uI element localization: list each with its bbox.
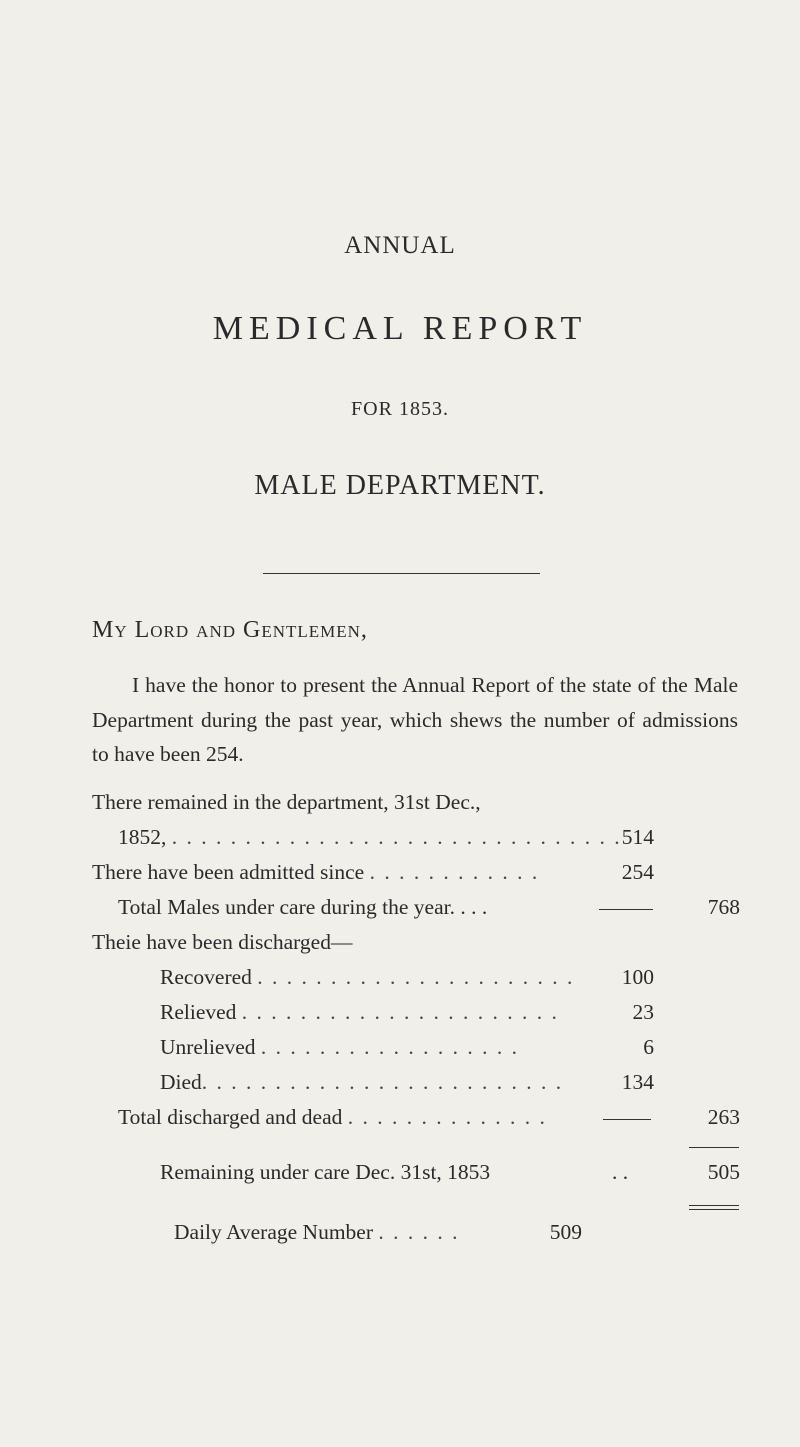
remained-year-row (118, 825, 622, 850)
remained-year: 1852, (118, 825, 172, 849)
total-value: 768 (707, 895, 740, 919)
admitted-value: 254 (621, 860, 654, 884)
average-value: 509 (549, 1220, 582, 1244)
relieved-value: 23 (632, 1000, 654, 1024)
died-row (160, 1070, 563, 1095)
total-label: Total Males under care during the year. . . . (118, 895, 488, 919)
admitted-label: There have been admitted since (92, 860, 370, 884)
report-year: FOR 1853. (351, 398, 449, 420)
died-value: 134 (621, 1070, 654, 1094)
leader-dots: . . . . . . . . . . . . . . . . . . . . . . . . . . . . . . . (171, 825, 622, 849)
recovered-value: 100 (621, 965, 654, 989)
remained-label: There remained in the department, 31st Dec., (92, 790, 481, 814)
department-heading: MALE DEPARTMENT. (254, 470, 546, 501)
leader-dots: . . . . . . . . . . . . . . (347, 1105, 547, 1129)
discharged-heading: Theie have been discharged— (92, 930, 353, 954)
remained-value: 514 (621, 825, 654, 849)
remaining-dots: . . (612, 1160, 629, 1184)
admitted-row (92, 860, 539, 885)
died-label: Died (160, 1070, 202, 1094)
recovered-row (160, 965, 574, 990)
recovered-label: Recovered (160, 965, 258, 989)
leader-dots: . . . . . . . . . . . . . . . . . . . . . . (257, 965, 575, 989)
relieved-label: Relieved (160, 1000, 242, 1024)
unrelieved-label: Unrelieved (160, 1035, 261, 1059)
remaining-label: Remaining under care Dec. 31st, 1853 (160, 1160, 491, 1184)
remaining-value: 505 (707, 1160, 740, 1184)
discharged-total-row (118, 1105, 547, 1130)
report-title: MEDICAL REPORT (212, 310, 588, 347)
leader-dots: . . . . . . . . . . . . . . . . . . . . . . . . . (201, 1070, 564, 1094)
unrelieved-value: 6 (643, 1035, 654, 1059)
unrelieved-row (160, 1035, 519, 1060)
discharged-total-label: Total discharged and dead (118, 1105, 348, 1129)
leader-dots: . . . . . . (378, 1220, 460, 1244)
double-rule-bottom (689, 1209, 739, 1210)
leader-dots: . . . . . . . . . . . . . . . . . . . . . . (241, 1000, 559, 1024)
total-dash (599, 909, 653, 910)
leader-dots: . . . . . . . . . . . . (369, 860, 540, 884)
average-label: Daily Average Number (174, 1220, 379, 1244)
leader-dots: . . . . . . . . . . . . . . . . . . (260, 1035, 520, 1059)
discharged-total-dash (603, 1119, 651, 1120)
subtotal-rule (689, 1147, 739, 1148)
annual-heading: ANNUAL (344, 232, 456, 259)
relieved-row (160, 1000, 559, 1025)
salutation: My Lord and Gentlemen, (92, 617, 368, 643)
average-row (174, 1220, 460, 1245)
intro-paragraph: I have the honor to present the Annual Report of the state of the Male Department during the past year, which shews the number of admissions to have been 254. (92, 673, 738, 766)
title-rule (263, 573, 540, 574)
double-rule-top (689, 1205, 739, 1206)
discharged-total-value: 263 (707, 1105, 740, 1129)
